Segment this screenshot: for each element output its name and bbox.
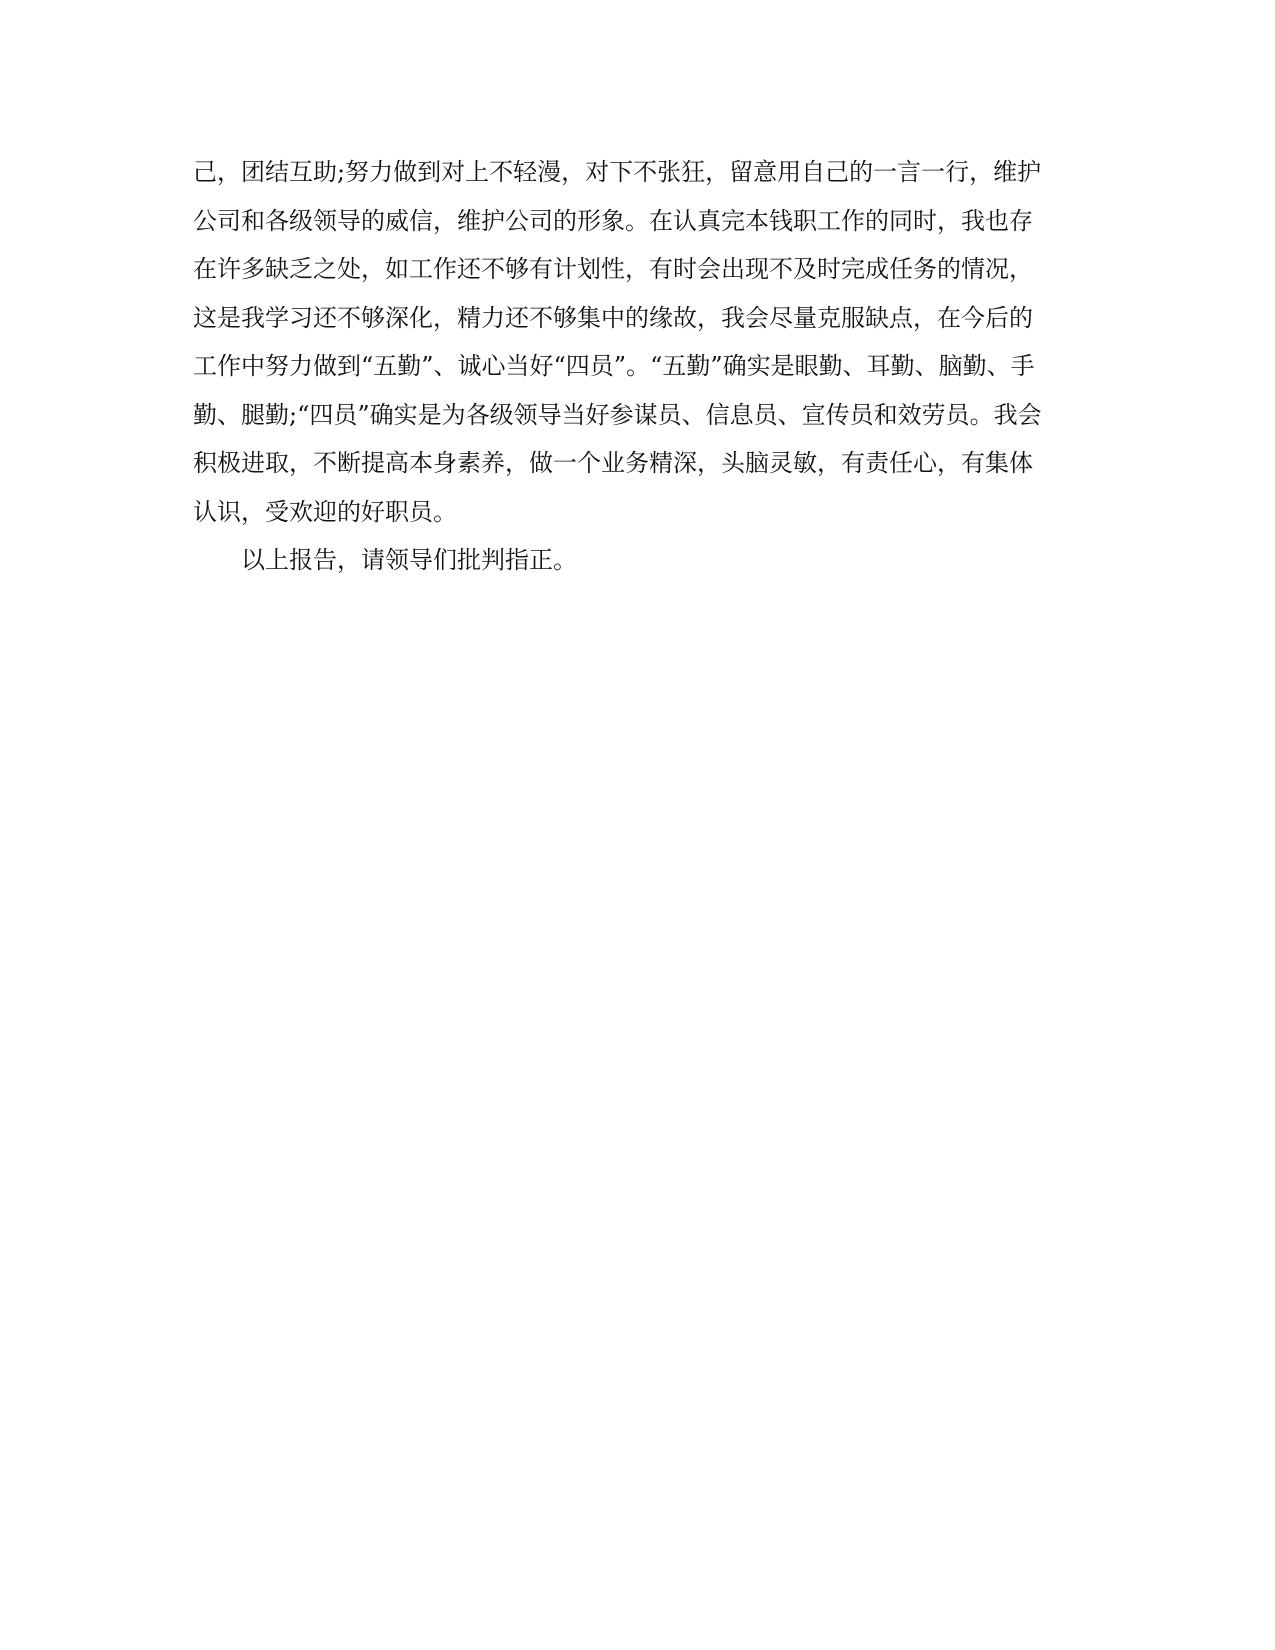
- paragraph-1-line-5: 工作中努力做到“五勤”、诚心当好“四员”。“五勤”确实是眼勤、耳勤、脑勤、手: [193, 352, 1035, 380]
- document-body: [193, 148, 1073, 585]
- paragraph-1-line-6: 勤、腿勤;“四员”确实是为各级领导当好参谋员、信息员、宣传员和效劳员。我会: [193, 400, 1042, 429]
- paragraph-1-line-8: 认识，受欢迎的好职员。: [193, 497, 457, 526]
- paragraph-1-line-3: 在许多缺乏之处，如工作还不够有计划性，有时会出现不及时完成任务的情况，: [193, 255, 1033, 283]
- paragraph-1-line-2: 公司和各级领导的威信，维护公司的形象。在认真完本钱职工作的同时，我也存: [193, 206, 1033, 235]
- paragraph-1-line-7: 积极进取，不断提高本身素养，做一个业务精深，头脑灵敏，有责任心，有集体: [193, 449, 1033, 477]
- paragraph-1-line-1: 己，团结互助;努力做到对上不轻漫，对下不张狂，留意用自己的一言一行，维护: [193, 158, 1042, 186]
- paragraph-1: [193, 148, 1073, 536]
- paragraph-1-line-4: 这是我学习还不够深化，精力还不够集中的缘故，我会尽量克服缺点，在今后的: [193, 303, 1033, 332]
- closing-paragraph: 以上报告，请领导们批判指正。: [241, 546, 577, 574]
